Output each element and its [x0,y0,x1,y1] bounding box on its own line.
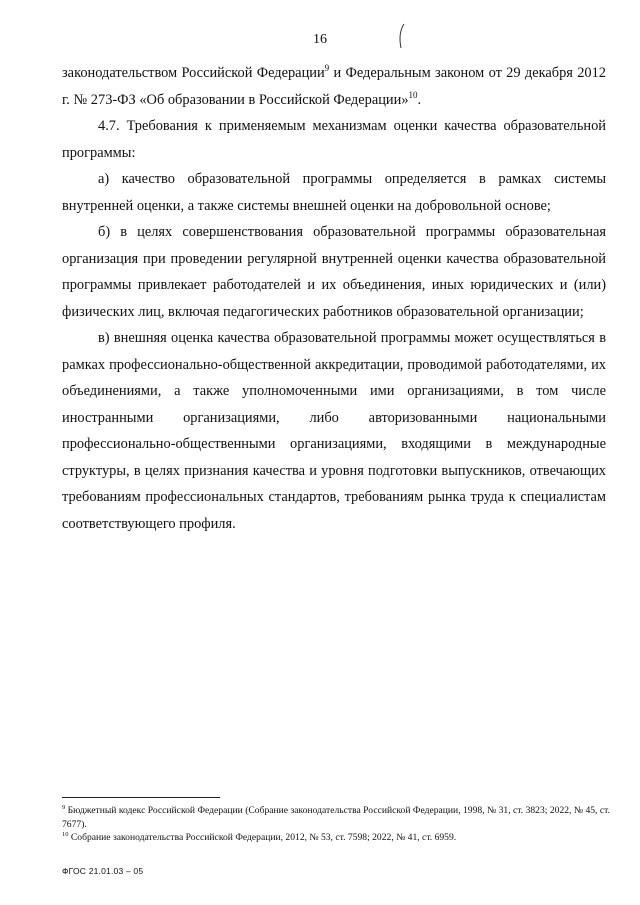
footnote-10 [62,831,610,845]
paragraph-continuation [62,60,606,113]
list-item-a: а) качество образовательной программы определяется в рамках системы внутренней оценки, а также системы внешней оценки на добровольной основе; [62,171,606,214]
page-number: 16 [313,32,327,47]
footnote-mark: 10 [62,830,69,838]
document-body [62,60,606,537]
document-code: ФГОС 21.01.03 – 05 [62,866,144,876]
list-item-c: в) внешняя оценка качества образовательной программы может осуществляться в рамках профессионально-общественной аккредитации, проводимой работодателями, их объединениями, а также уполномоченными ими организациями, в том числе иностранными организациями, либо авторизованными национальными профессионально-общественными организациями, входящими в международные структуры, в целях признания качества и уровня подготовки выпускников, отвечающих требованиям профессиональных стандартов, требованиям рынка труда к специалистам соответствующего профиля. [62,330,606,532]
footnote-ref: 9 [324,63,330,74]
list-item-b: б) в целях совершенствования образовательной программы образовательная организация при проведении регулярной внутренней оценки качества образовательной программы привлекает работодателей и их объединения, иных юридических и (или) физических лиц, включая педагогических работников образовательной организации; [62,224,606,320]
footnote-text: Собрание законодательства Российской Федерации, 2012, № 53, ст. 7598; 2022, № 41, ст. 6959. [68,832,457,843]
paragraph-text: и Федеральным законом от 29 декабря 2012 г. № 273-ФЗ «Об образовании в Российской Федерации» [62,65,606,108]
footnote-text: Бюджетный кодекс Российской Федерации (Собрание законодательства Российской Федерации, 1998, № 31, ст. 3823; 2022, № 45, ст. 7677). [62,805,610,830]
handwritten-pen-mark [396,22,410,52]
footnote-divider [62,797,220,798]
paragraph-text: . [417,91,422,108]
footnote-mark: 9 [62,803,66,811]
footnote-9 [62,804,610,831]
paragraph-text: законодательством Российской Федерации [62,65,325,81]
section-heading-4-7: 4.7. Требования к применяемым механизмам оценки качества образовательной программы: [62,118,606,161]
footnotes [62,804,610,845]
footnote-ref: 10 [408,89,418,100]
